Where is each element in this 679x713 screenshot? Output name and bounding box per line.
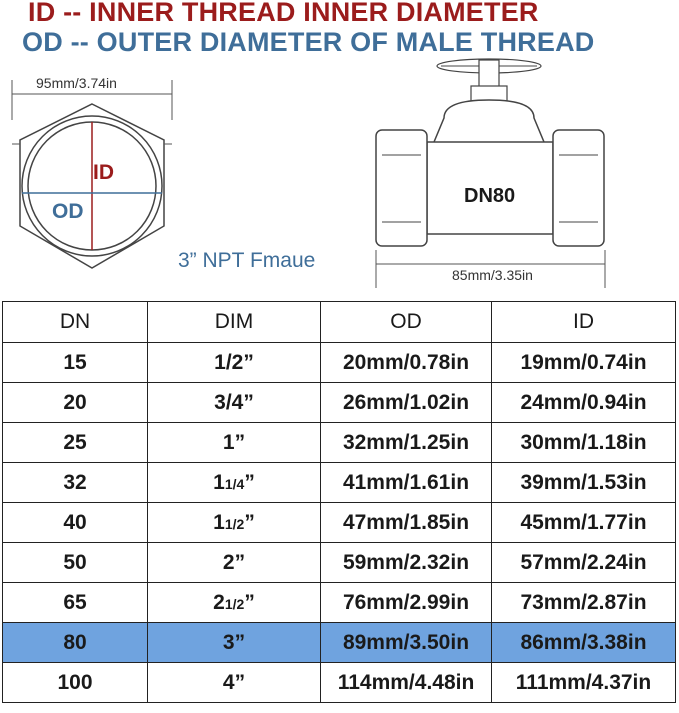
dim-main: 1 xyxy=(213,470,225,494)
dim-main: 1/2” xyxy=(214,350,254,374)
header-dn: DN xyxy=(3,302,148,343)
size-table-body xyxy=(3,302,676,703)
diagram xyxy=(0,0,679,300)
cell-id: 19mm/0.74in xyxy=(492,343,676,383)
dim-main: 2” xyxy=(222,550,246,574)
header-id: ID xyxy=(492,302,676,343)
hex-fitting-drawing xyxy=(12,80,172,268)
cell-id: 111mm/4.37in xyxy=(492,663,676,703)
cell-od: 59mm/2.32in xyxy=(321,543,492,583)
id-label: ID xyxy=(93,161,114,184)
cell-dn: 65 xyxy=(3,583,148,623)
table-row xyxy=(3,423,676,463)
cell-od: 26mm/1.02in xyxy=(321,383,492,423)
cell-id: 45mm/1.77in xyxy=(492,503,676,543)
dim-fraction: 1/4 xyxy=(224,475,245,492)
table-row xyxy=(3,583,676,623)
cell-dim xyxy=(148,543,321,583)
cell-id: 57mm/2.24in xyxy=(492,543,676,583)
valve-width-label: 85mm/3.35in xyxy=(452,267,533,283)
dim-inch-mark: ” xyxy=(244,510,255,534)
cell-dim xyxy=(148,383,321,423)
cell-od: 89mm/3.50in xyxy=(321,623,492,663)
cell-dn: 50 xyxy=(3,543,148,583)
cell-od: 47mm/1.85in xyxy=(321,503,492,543)
size-table-container xyxy=(2,301,676,703)
dim-inch-mark: ” xyxy=(244,470,255,494)
cell-dn: 40 xyxy=(3,503,148,543)
dim-main: 3” xyxy=(222,630,246,654)
dim-main: 1 xyxy=(213,510,225,534)
dim-inch-mark: ” xyxy=(244,590,255,614)
hex-width-label: 95mm/3.74in xyxy=(36,75,117,91)
dim-fraction: 1/2 xyxy=(224,595,245,612)
cell-dim xyxy=(148,423,321,463)
table-row xyxy=(3,543,676,583)
header-dim: DIM xyxy=(148,302,321,343)
cell-id: 30mm/1.18in xyxy=(492,423,676,463)
dim-main: 4” xyxy=(222,670,246,694)
dim-fraction: 1/2 xyxy=(224,515,245,532)
table-row xyxy=(3,343,676,383)
header-od: OD xyxy=(321,302,492,343)
thread-caption: 3” NPT Fmaue xyxy=(178,249,316,272)
cell-id: 39mm/1.53in xyxy=(492,463,676,503)
cell-dim xyxy=(148,503,321,543)
dim-main: 1” xyxy=(222,430,246,454)
cell-dn: 20 xyxy=(3,383,148,423)
dim-main: 3/4” xyxy=(214,390,254,414)
cell-od: 114mm/4.48in xyxy=(321,663,492,703)
title-outer-diameter: OD -- OUTER DIAMETER OF MALE THREAD xyxy=(22,27,595,57)
valve-dn-label: DN80 xyxy=(464,185,516,207)
table-row xyxy=(3,503,676,543)
table-row xyxy=(3,463,676,503)
cell-dn: 100 xyxy=(3,663,148,703)
cell-dim xyxy=(148,343,321,383)
cell-id: 24mm/0.94in xyxy=(492,383,676,423)
valve-drawing xyxy=(376,59,605,288)
title-inner-diameter: ID -- INNER THREAD INNER DIAMETER xyxy=(28,0,539,27)
cell-id: 73mm/2.87in xyxy=(492,583,676,623)
dim-main: 2 xyxy=(213,590,225,614)
table-row xyxy=(3,383,676,423)
table-row xyxy=(3,663,676,703)
cell-dn: 25 xyxy=(3,423,148,463)
cell-od: 20mm/0.78in xyxy=(321,343,492,383)
cell-od: 41mm/1.61in xyxy=(321,463,492,503)
cell-dim xyxy=(148,463,321,503)
cell-dim xyxy=(148,663,321,703)
cell-od: 32mm/1.25in xyxy=(321,423,492,463)
cell-dn: 15 xyxy=(3,343,148,383)
cell-dim xyxy=(148,623,321,663)
table-header-row xyxy=(3,302,676,343)
cell-dim xyxy=(148,583,321,623)
cell-dn: 80 xyxy=(3,623,148,663)
table-row xyxy=(3,623,676,663)
cell-od: 76mm/2.99in xyxy=(321,583,492,623)
cell-id: 86mm/3.38in xyxy=(492,623,676,663)
cell-dn: 32 xyxy=(3,463,148,503)
size-table xyxy=(2,301,676,703)
od-label: OD xyxy=(52,200,84,223)
